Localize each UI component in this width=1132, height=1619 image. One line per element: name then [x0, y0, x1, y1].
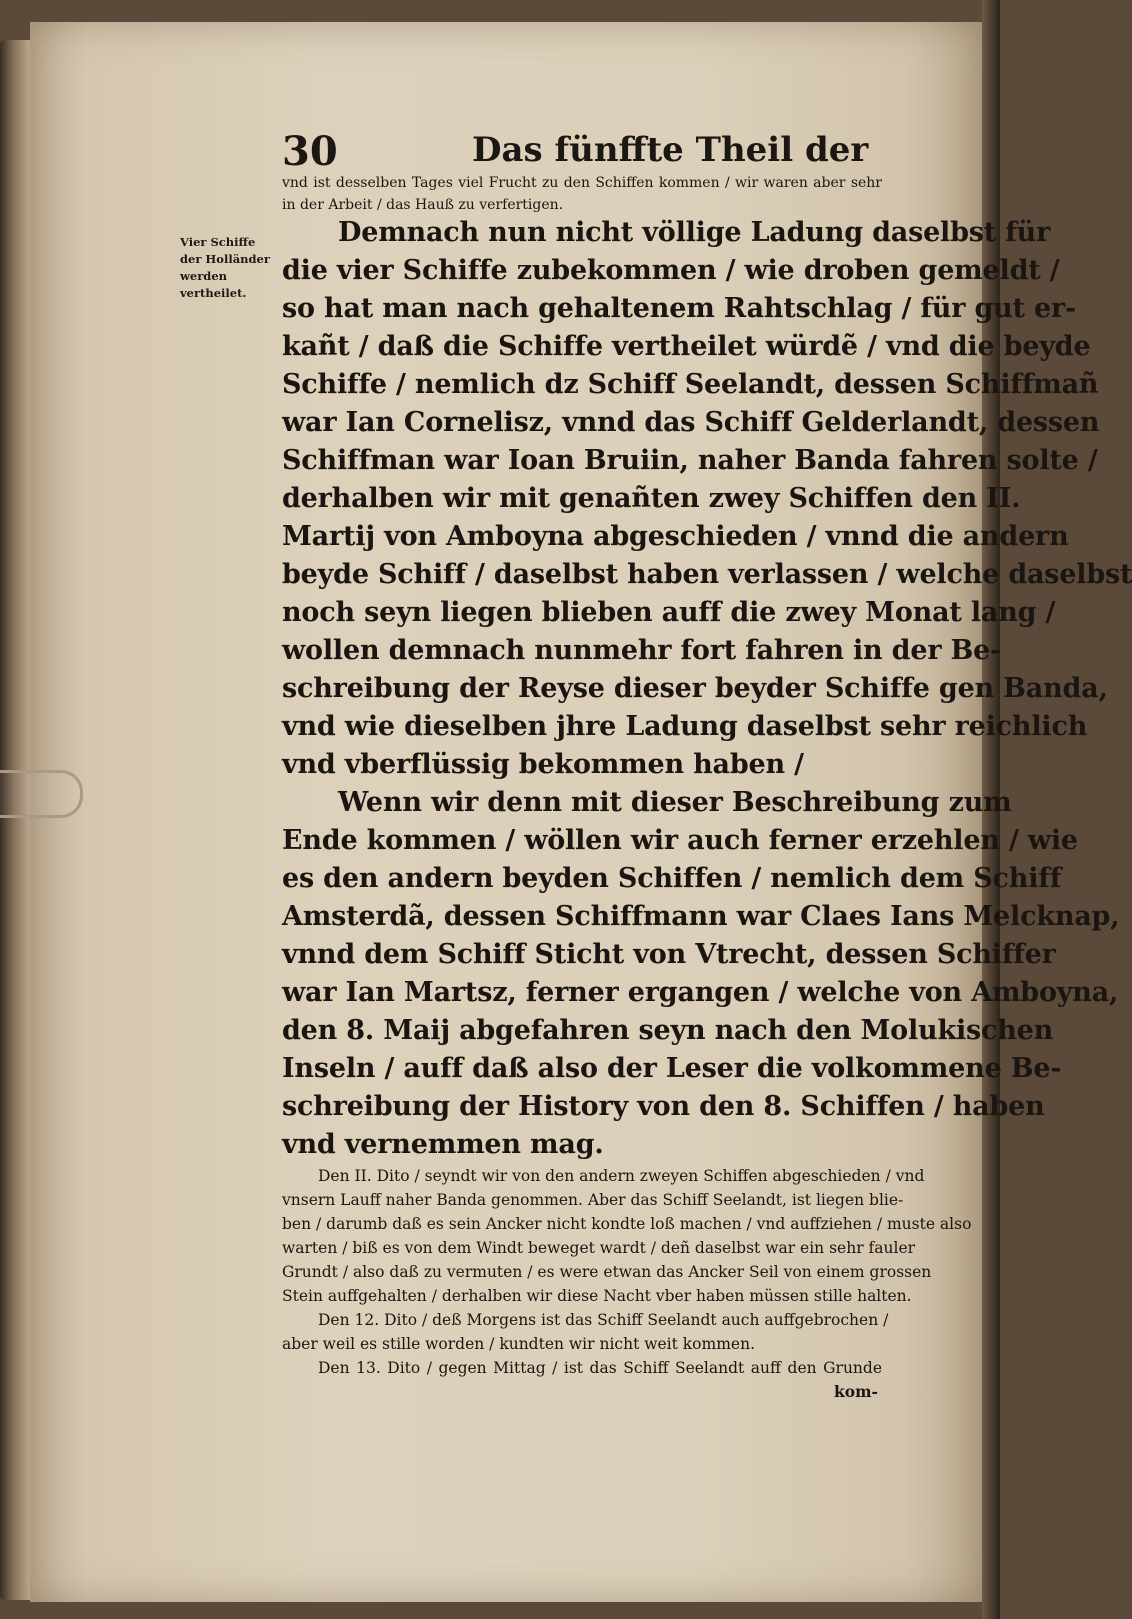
text-line: Schiffman war Ioan Bruiin, naher Banda fahren solte / — [282, 445, 1098, 476]
text-line: aber weil es stille worden / kundten wir nicht weit kommen. — [282, 1335, 755, 1353]
text-line: Stein auffgehalten / derhalben wir diese Nacht vber haben müssen stille halten. — [282, 1287, 912, 1305]
text-line: Den II. Dito / seyndt wir von den andern zweyen Schiffen abgeschieden / vnd — [318, 1167, 925, 1185]
text-line: war Ian Cornelisz, vnnd das Schiff Gelderlandt, dessen — [282, 407, 1100, 438]
text-line: Den 12. Dito / deß Morgens ist das Schiff Seelandt auch auffgebrochen / — [318, 1311, 889, 1329]
text-line: vnd ist desselben Tages viel Frucht zu den Schiffen kommen / wir waren aber sehr — [282, 175, 882, 191]
text-line: war Ian Martsz, ferner ergangen / welche von Amboyna, — [282, 977, 1119, 1008]
text-line: schreibung der Reyse dieser beyder Schiffe gen Banda, — [282, 673, 1108, 704]
text-line: beyde Schiff / daselbst haben verlassen / welche daselbst — [282, 559, 1132, 590]
text-line: Amsterdã, dessen Schiffmann war Claes Ians Melcknap, — [282, 901, 1120, 932]
text-line: noch seyn liegen blieben auff die zwey Monat lang / — [282, 597, 1056, 628]
running-title: Das fünffte Theil der — [472, 130, 869, 170]
text-line: die vier Schiffe zubekommen / wie droben gemeldt / — [282, 255, 1060, 286]
text-line: ben / darumb daß es sein Ancker nicht kondte loß machen / vnd auffziehen / muste also — [282, 1215, 972, 1233]
margin-note: Vier Schiffe der Holländer werden vertheilet. — [180, 235, 270, 300]
text-line: so hat man nach gehaltenem Rahtschlag / für gut er- — [282, 293, 1077, 324]
text-line: es den andern beyden Schiffen / nemlich dem Schiff — [282, 863, 1062, 894]
text-line: Inseln / auff daß also der Leser die volkommene Be- — [282, 1053, 1062, 1084]
text-line: vnd vernemmen mag. — [282, 1129, 604, 1160]
text-line: Wenn wir denn mit dieser Beschreibung zum — [338, 787, 1012, 818]
text-line: vnd wie dieselben jhre Ladung daselbst sehr reichlich — [282, 711, 1088, 742]
text-line: vnd vberflüssig bekommen haben / — [282, 749, 804, 780]
text-line: den 8. Maij abgefahren seyn nach den Molukischen — [282, 1015, 1054, 1046]
text-line: in der Arbeit / das Hauß zu verfertigen. — [282, 197, 564, 213]
text-line: wollen demnach nunmehr fort fahren in der Be- — [282, 635, 1002, 666]
text-line: Demnach nun nicht völlige Ladung daselbst für — [338, 217, 1051, 248]
text-line: Grundt / also daß zu vermuten / es were etwan das Ancker Seil von einem grossen — [282, 1263, 932, 1281]
page-number: 30 — [282, 128, 338, 175]
text-line: kañt / daß die Schiffe vertheilet würdẽ / vnd die beyde — [282, 331, 1091, 362]
text-line: Martij von Amboyna abgeschieden / vnnd die andern — [282, 521, 1069, 552]
text-line: vnnd dem Schiff Sticht von Vtrecht, dessen Schiffer — [282, 939, 1056, 970]
text-line: derhalben wir mit genañten zwey Schiffen den II. — [282, 483, 1021, 514]
text-line: Schiffe / nemlich dz Schiff Seelandt, dessen Schiffmañ — [282, 369, 1099, 400]
text-line: schreibung der History von den 8. Schiffen / haben — [282, 1091, 1045, 1122]
text-line: Ende kommen / wöllen wir auch ferner erzehlen / wie — [282, 825, 1078, 856]
text-line: vnsern Lauff naher Banda genommen. Aber das Schiff Seelandt, ist liegen blie- — [282, 1191, 904, 1209]
catchword: kom- — [834, 1382, 878, 1401]
text-line: warten / biß es von dem Windt beweget wardt / deñ daselbst war ein sehr fauler — [282, 1239, 916, 1257]
text-line: Den 13. Dito / gegen Mittag / ist das Schiff Seelandt auff den Grunde — [318, 1359, 882, 1377]
